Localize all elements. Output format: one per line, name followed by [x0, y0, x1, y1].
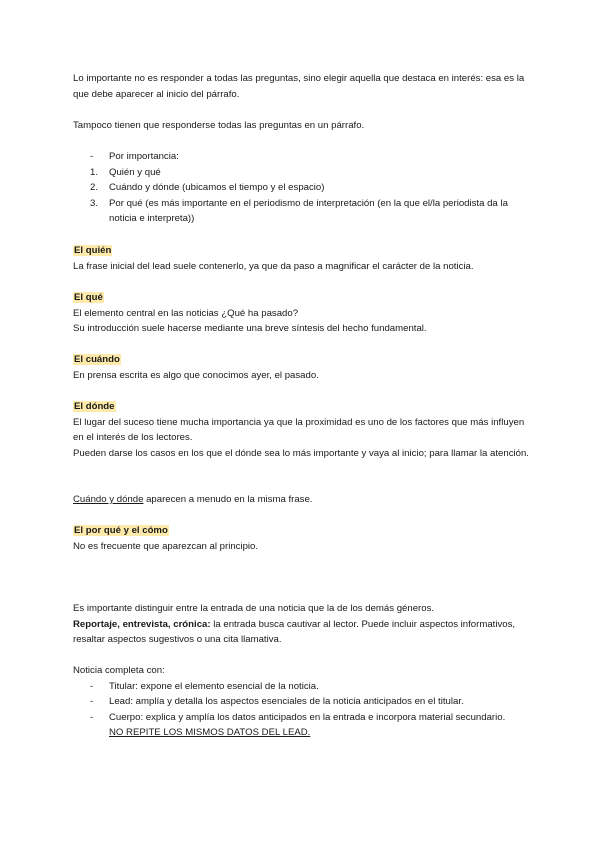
list-item	[73, 710, 533, 741]
list-item	[73, 694, 533, 710]
section-text: En prensa escrita es algo que conocimos ayer, el pasado.	[73, 369, 319, 381]
list-item	[73, 165, 533, 181]
list-item	[73, 149, 533, 165]
section-por-que	[73, 523, 533, 554]
genres-paragraph	[73, 601, 533, 648]
list-marker: -	[90, 711, 94, 723]
section-text: Pueden darse los casos en los que el dónde sea lo más importante y vaya al inicio; para llamar la atención.	[73, 447, 529, 459]
complete-news	[73, 663, 533, 741]
section-text: Su introducción suele hacerse mediante una breve síntesis del hecho fundamental.	[73, 323, 427, 334]
section-heading: El qué	[74, 292, 103, 303]
intro-paragraph-2	[73, 118, 533, 134]
section-text: No es frecuente que aparezcan al principio.	[73, 540, 259, 552]
genres-text: la entrada busca cautivar al lector. Puede incluir aspectos informativos, resaltar aspectos sugestivos o una cita llamativa.	[73, 618, 516, 645]
list-item-text: Cuándo y dónde (ubicamos el tiempo y el espacio)	[109, 182, 325, 193]
section-text: El lugar del suceso tiene mucha importancia ya que la proximidad es uno de los factores que más influyen en el interés de los lectores.	[73, 416, 525, 443]
section-heading: El cuándo	[74, 354, 120, 365]
complete-title: Noticia completa con:	[73, 665, 165, 676]
note-text: aparecen a menudo en la misma frase.	[143, 494, 313, 505]
list-item-text: Lead: amplía y detalla los aspectos esenciales de la noticia anticipados en el titular.	[109, 696, 464, 707]
list-marker: -	[90, 151, 94, 162]
underlined-text: Cuándo y dónde	[73, 494, 144, 505]
list-marker: 1.	[90, 166, 99, 178]
importance-list	[73, 149, 533, 227]
list-item	[73, 679, 533, 695]
genres-text: Es importante distinguir entre la entrada de una noticia que la de los demás géneros.	[73, 603, 435, 614]
section-que	[73, 290, 533, 337]
section-text: El elemento central en las noticias ¿Qué ha pasado?	[73, 307, 299, 319]
same-phrase-note	[73, 492, 533, 508]
intro-paragraph-1	[73, 71, 533, 102]
section-heading: El quién	[74, 245, 112, 256]
section-donde	[73, 399, 533, 461]
list-item	[73, 180, 533, 196]
genres-bold-label: Reportaje, entrevista, crónica:	[73, 618, 211, 630]
list-marker: -	[90, 696, 94, 707]
section-heading: El por qué y el cómo	[74, 525, 168, 536]
section-heading: El dónde	[74, 401, 115, 412]
list-item	[73, 196, 533, 227]
list-item-text: Por importancia:	[109, 151, 179, 162]
list-item-text: Titular: expone el elemento esencial de la noticia.	[109, 680, 319, 692]
note-underlined: NO REPITE LOS MISMOS DATOS DEL LEAD.	[109, 727, 311, 738]
list-marker: 3.	[90, 197, 99, 209]
intro-text: Tampoco tienen que responderse todas las preguntas en un párrafo.	[73, 120, 365, 131]
section-quien	[73, 243, 533, 274]
list-item-text: Por qué (es más importante en el periodismo de interpretación (en la que el/la periodista da la noticia e interpreta))	[109, 197, 508, 224]
section-text: La frase inicial del lead suele contenerlo, ya que da paso a magnificar el carácter de la noticia.	[73, 260, 474, 272]
list-item-text: Cuerpo: explica y amplía los datos anticipados en la entrada e incorpora material secundario.	[109, 711, 506, 723]
list-marker: -	[90, 680, 94, 692]
intro-text: Lo importante no es responder a todas las preguntas, sino elegir aquella que destaca en interés: esa es la que debe aparecer al inicio del párrafo.	[73, 73, 525, 100]
list-marker: 2.	[90, 182, 99, 193]
section-cuando	[73, 352, 533, 383]
list-item-text: Quién y qué	[109, 166, 161, 178]
